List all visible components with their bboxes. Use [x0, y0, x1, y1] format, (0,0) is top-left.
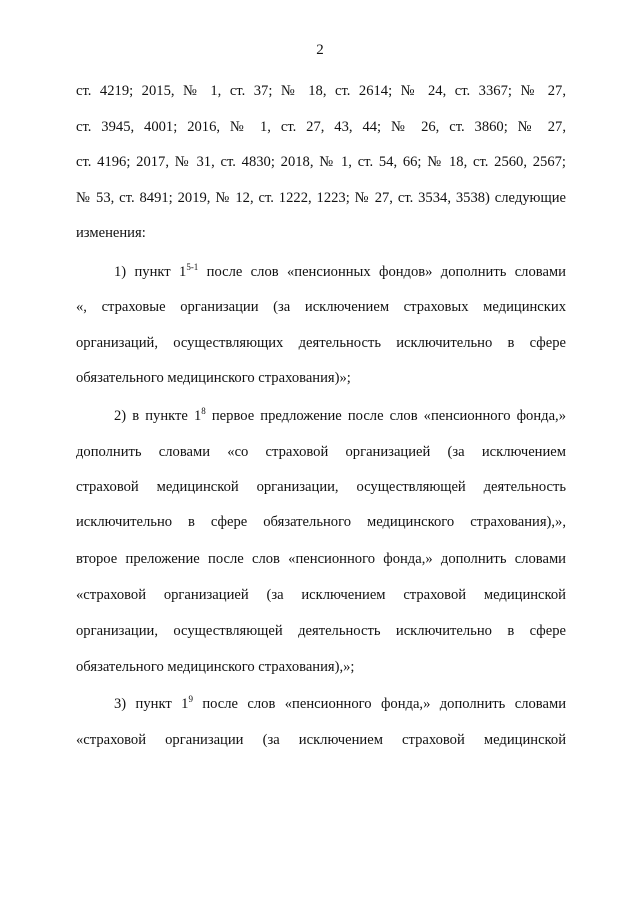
- text-line: ст. 4196; 2017, № 31, ст. 4830; 2018, № 1, ст. 54, 66; № 18, ст. 2560, 2567;: [76, 154, 566, 170]
- text-line: второе преложение после слов «пенсионного фонда,» дополнить словами: [76, 551, 566, 567]
- text-span: 1) пункт 1: [114, 264, 187, 280]
- superscript: 5-1: [186, 262, 199, 272]
- text-span: 2) в пункте 1: [114, 408, 202, 424]
- text-line: № 53, ст. 8491; 2019, № 12, ст. 1222, 1223; № 27, ст. 3534, 3538) следующие: [76, 190, 566, 206]
- text-line: «страховой организацией (за исключением страховой медицинской: [76, 587, 566, 603]
- text-span: 3) пункт 1: [114, 696, 189, 712]
- text-line: обязательного медицинского страхования),»;: [76, 659, 355, 675]
- text-line: страховой медицинской организации, осуществляющей деятельность: [76, 479, 566, 495]
- text-line: дополнить словами «со страховой организацией (за исключением: [76, 444, 566, 460]
- text-line: обязательного медицинского страхования)»;: [76, 370, 351, 386]
- superscript: 9: [188, 694, 193, 704]
- paragraph-1-start: [114, 262, 566, 282]
- text-line: изменения:: [76, 225, 146, 241]
- paragraph-3-start: [114, 694, 566, 714]
- text-span: после слов «пенсионного фонда,» дополнить словами: [192, 696, 566, 712]
- text-line: «, страховые организации (за исключением страховых медицинских: [76, 299, 566, 315]
- text-span: после слов «пенсионных фондов» дополнить словами: [198, 264, 566, 280]
- text-span: первое предложение после слов «пенсионного фонда,»: [205, 408, 566, 424]
- text-line: организации, осуществляющей деятельность исключительно в сфере: [76, 623, 566, 639]
- text-line: ст. 4219; 2015, № 1, ст. 37; № 18, ст. 2614; № 24, ст. 3367; № 27,: [76, 83, 566, 99]
- text-line: исключительно в сфере обязательного медицинского страхования),»,: [76, 514, 566, 530]
- text-line: ст. 3945, 4001; 2016, № 1, ст. 27, 43, 44; № 26, ст. 3860; № 27,: [76, 119, 566, 135]
- page-number: 2: [316, 42, 324, 58]
- paragraph-2-start: [114, 406, 566, 426]
- text-line: организаций, осуществляющих деятельность исключительно в сфере: [76, 335, 566, 351]
- text-line: «страховой организации (за исключением страховой медицинской: [76, 732, 566, 748]
- superscript: 8: [201, 406, 206, 416]
